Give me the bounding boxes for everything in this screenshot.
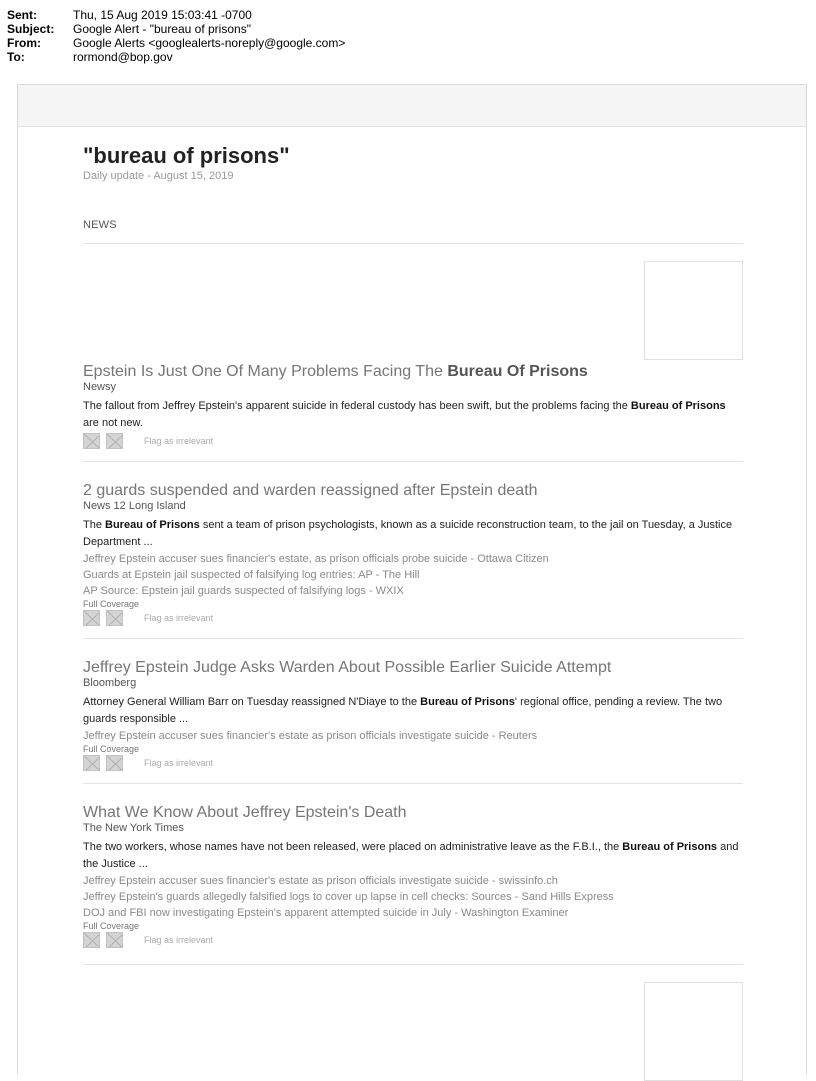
full-coverage-link[interactable]: Full Coverage [83,744,140,754]
related-link[interactable]: Jeffrey Epstein accuser sues financier's estate, as prison officials probe suicide - Ottawa Citizen [83,553,549,565]
sent-value: Thu, 15 Aug 2019 15:03:41 -0700 [73,8,252,22]
related-link[interactable]: Jeffrey Epstein's guards allegedly falsified logs to cover up lapse in cell checks: Sources - Sand Hills Express [83,891,614,903]
article-item [83,658,743,771]
flag-irrelevant-link[interactable]: Flag as irrelevant [144,435,214,446]
flag-irrelevant-link[interactable]: Flag as irrelevant [144,934,214,945]
article-title-text: 2 guards suspended and warden reassigned after Epstein death [83,482,538,499]
snippet-text: Attorney General William Barr on Tuesday reassigned N'Diaye to the [83,696,421,708]
flag-irrelevant-link[interactable]: Flag as irrelevant [144,612,214,623]
share-icon[interactable] [83,610,100,626]
article-item [83,362,743,449]
article-title-bold: Bureau Of Prisons [447,363,588,380]
to-label: To: [7,50,25,64]
article-divider [83,461,743,462]
snippet-text: The two workers, whose names have not been released, were placed on administrative leave as the F.B.I., the [83,841,623,853]
full-coverage-link[interactable]: Full Coverage [83,599,140,609]
related-link[interactable]: Jeffrey Epstein accuser sues financier's estate as prison officials investigate suicide - swissinfo.ch [83,875,558,887]
article-snippet [83,517,743,551]
from-value: Google Alerts <googlealerts-noreply@google.com> [73,36,346,50]
snippet-text: sent a team of prison psychologists, known as a suicide reconstruction team, to the jail on Tuesday, a Justice Department ... [83,519,733,548]
article-title-link[interactable] [83,481,743,500]
article-snippet [83,694,743,728]
alert-title: "bureau of prisons" [83,143,290,168]
article-divider [83,783,743,784]
flag-irrelevant-link[interactable]: Flag as irrelevant [144,757,214,768]
related-link[interactable]: AP Source: Epstein jail guards suspected of falsifying logs - WXIX [83,585,404,597]
news-section-label: NEWS [83,219,117,231]
snippet-bold: Bureau of Prisons [622,841,718,853]
snippet-text: and the Justice ... [83,841,739,870]
article-actions [83,754,743,771]
share-icon[interactable] [83,755,100,771]
snippet-bold: Bureau of Prisons [630,400,726,412]
snippet-text: are not new. [83,417,143,429]
article-title-link[interactable] [83,803,743,822]
to-row [7,50,345,64]
article-divider [83,964,743,965]
alert-subtitle: Daily update - August 15, 2019 [83,170,234,182]
alert-content [83,143,743,1081]
snippet-text: The [83,519,106,531]
share-icon[interactable] [83,932,100,948]
article-thumbnail[interactable] [644,982,743,1081]
subject-label: Subject: [7,22,55,36]
article-item [83,803,743,948]
article-source: News 12 Long Island [83,500,186,512]
from-label: From: [7,36,41,50]
article-divider [83,638,743,639]
top-banner [18,85,806,127]
article-title-text: Epstein Is Just One Of Many Problems Facing The [83,363,448,380]
snippet-text: The fallout from Jeffrey Epstein's apparent suicide in federal custody has been swift, but the problems facing the [83,400,631,412]
article-actions [83,931,743,948]
share-icon[interactable] [106,610,123,626]
snippet-bold: Bureau of Prisons [420,696,515,708]
sent-label: Sent: [7,8,37,22]
to-value: rormond@bop.gov [73,50,173,64]
article-snippet [83,398,743,432]
subject-row [7,22,345,36]
full-coverage-link[interactable]: Full Coverage [83,921,140,931]
article-source: Bloomberg [83,677,137,689]
share-icon[interactable] [106,433,123,449]
article-actions [83,609,743,626]
snippet-text: ' regional office, pending a review. The two guards responsible ... [83,696,723,725]
subject-value: Google Alert - "bureau of prisons" [73,22,251,36]
article-title-text: Jeffrey Epstein Judge Asks Warden About Possible Earlier Suicide Attempt [83,659,612,676]
article-snippet [83,839,743,873]
email-body-frame [17,84,807,1074]
article-source: Newsy [83,381,117,393]
article-title-link[interactable] [83,362,743,381]
article-item [83,481,743,626]
article-title-text: What We Know About Jeffrey Epstein's Death [83,804,407,821]
related-link[interactable]: Jeffrey Epstein accuser sues financier's estate as prison officials investigate suicide - Reuters [83,730,538,742]
related-link[interactable]: Guards at Epstein jail suspected of falsifying log entries: AP - The Hill [83,569,420,581]
article-actions [83,432,743,449]
related-link[interactable]: DOJ and FBI now investigating Epstein's apparent attempted suicide in July - Washington Examiner [83,907,569,919]
sent-row [7,8,345,22]
article-thumbnail[interactable] [644,261,743,360]
snippet-bold: Bureau of Prisons [105,519,200,531]
share-icon[interactable] [106,755,123,771]
email-header [7,8,345,64]
share-icon[interactable] [106,932,123,948]
share-icon[interactable] [83,433,100,449]
article-source: The New York Times [83,822,184,834]
article-title-link[interactable] [83,658,743,677]
from-row [7,36,345,50]
section-divider [83,243,743,244]
